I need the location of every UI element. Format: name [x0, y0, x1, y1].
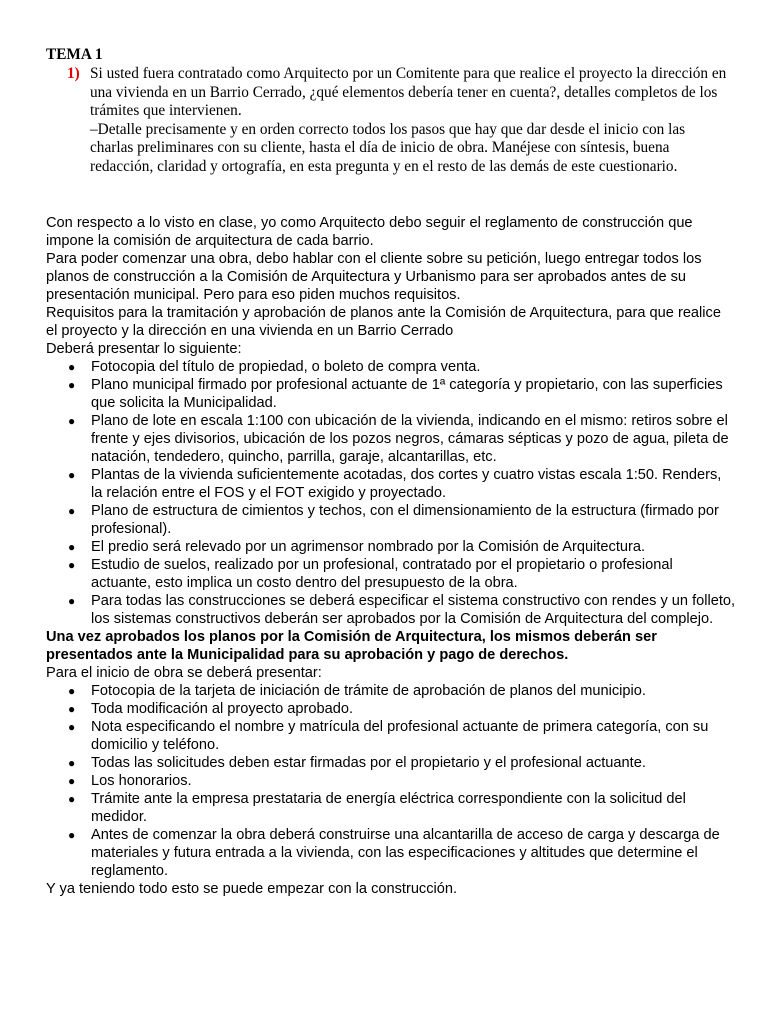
list-item: ● Todas las solicitudes deben estar firmadas por el propietario y el profesional actuante.: [68, 755, 646, 771]
answer-paragraph: Con respecto a lo visto en clase, yo como Arquitecto debo seguir el reglamento de construcción que impone la comisión de arquitectura de cada barrio.: [46, 215, 693, 249]
work-start-list: [46, 682, 736, 880]
list-item: ● Toda modificación al proyecto aprobado.: [68, 701, 354, 717]
question-number: 1): [67, 65, 80, 82]
answer-body: [46, 214, 736, 898]
bullet-icon: ●: [68, 468, 76, 482]
bullet-icon: ●: [68, 378, 76, 392]
bullet-icon: ●: [68, 828, 76, 842]
list-item: ● Trámite ante la empresa prestataria de energía eléctrica correspondiente con la solicitud del medidor.: [68, 791, 686, 825]
list-item: ● Para todas las construcciones se deberá especificar el sistema constructivo con rendes y un folleto, los sistemas constructivos deberán ser aprobados por la Comisión de Arquitectura del complejo.: [68, 593, 736, 627]
requirements-list: [46, 358, 736, 628]
list-item: ● Plano de lote en escala 1:100 con ubicación de la vivienda, indicando en el mismo: retiros sobre el frente y ejes divisorios, ubicación de los pozos negros, cámaras sépticas y pozo de agua, pileta de natación, tendedero, quincho, parrilla, garaje, alcantarillas, etc.: [68, 413, 729, 465]
question-paragraph: –Detalle precisamente y en orden correcto todos los pasos que hay que dar desde el inicio con las charlas preliminares con su cliente, hasta el día de inicio de obra. Manéjese con síntesis, buena redacción, claridad y ortografía, en esta pregunta y en el resto de las demás de este cuestionario.: [90, 120, 686, 175]
list-item: ● Plano municipal firmado por profesional actuante de 1ª categoría y propietario, con las superficies que solicita la Municipalidad.: [68, 377, 723, 411]
closing-paragraph: Y ya teniendo todo esto se puede empezar con la construcción.: [46, 881, 458, 897]
list-item: ● Nota especificando el nombre y matrícula del profesional actuante de primera categoría, con su domicilio y teléfono.: [68, 719, 709, 753]
bullet-icon: ●: [68, 558, 76, 572]
list-item: ● Los honorarios.: [68, 773, 192, 789]
list-item: ● Fotocopia del título de propiedad, o boleto de compra venta.: [68, 359, 481, 375]
list-item: ● El predio será relevado por un agrimensor nombrado por la Comisión de Arquitectura.: [68, 539, 646, 555]
bullet-icon: ●: [68, 540, 76, 554]
bullet-icon: ●: [68, 774, 76, 788]
list-item: ● Estudio de suelos, realizado por un profesional, contratado por el propietario o profesional actuante, esto implica un costo dentro del presupuesto de la obra.: [68, 557, 673, 591]
answer-paragraph: Requisitos para la tramitación y aprobación de planos ante la Comisión de Arquitectura, para que realice el proyecto y la dirección en una vivienda en un Barrio Cerrado: [46, 305, 721, 339]
bullet-icon: ●: [68, 720, 76, 734]
question-paragraph: Si usted fuera contratado como Arquitecto por un Comitente para que realice el proyecto la dirección en una vivienda en un Barrio Cerrado, ¿qué elementos debería tener en cuenta?, detalles completos de los trámites que intervienen.: [90, 65, 727, 119]
bullet-icon: ●: [68, 702, 76, 716]
answer-paragraph: Deberá presentar lo siguiente:: [46, 341, 242, 357]
answer-paragraph: Para poder comenzar una obra, debo hablar con el cliente sobre su petición, luego entregar todos los planos de construcción a la Comisión de Arquitectura y Urbanismo para ser aprobados antes de su presentación municipal. Pero para eso piden muchos requisitos.: [46, 251, 702, 303]
list-item: ● Fotocopia de la tarjeta de iniciación de trámite de aprobación de planos del municipio.: [68, 683, 646, 699]
bullet-icon: ●: [68, 504, 76, 518]
bold-note: Una vez aprobados los planos por la Comisión de Arquitectura, los mismos deberán ser presentados ante la Municipalidad para su aprobación y pago de derechos.: [46, 629, 657, 663]
bullet-icon: ●: [68, 756, 76, 770]
section-heading: TEMA 1: [46, 46, 103, 63]
list-item: ● Plano de estructura de cimientos y techos, con el dimensionamiento de la estructura (firmado por profesional).: [68, 503, 719, 537]
question-text: [90, 65, 730, 176]
list-item: ● Antes de comenzar la obra deberá construirse una alcantarilla de acceso de carga y descarga de materiales y futura entrada a la vivienda, con las especificaciones y altitudes que determine el reglamento.: [68, 827, 720, 879]
bullet-icon: ●: [68, 594, 76, 608]
bullet-icon: ●: [68, 414, 76, 428]
bullet-icon: ●: [68, 360, 76, 374]
answer-paragraph: Para el inicio de obra se deberá presentar:: [46, 665, 322, 681]
bullet-icon: ●: [68, 792, 76, 806]
list-item: ● Plantas de la vivienda suficientemente acotadas, dos cortes y cuatro vistas escala 1:50. Renders, la relación entre el FOS y el FOT exigido y proyectado.: [68, 467, 722, 501]
bullet-icon: ●: [68, 684, 76, 698]
